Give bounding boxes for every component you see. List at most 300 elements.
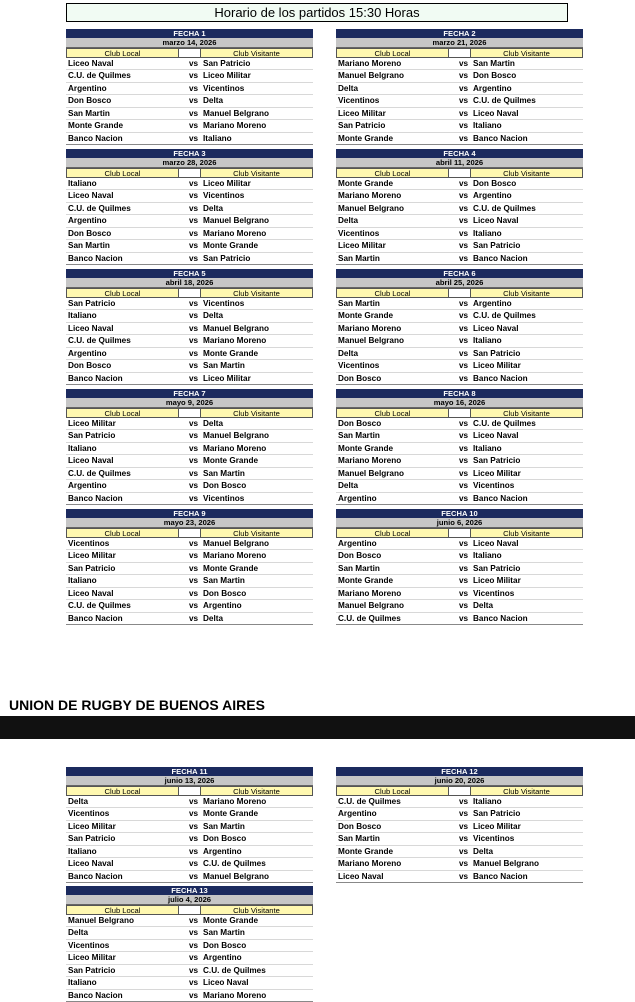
match-row bbox=[336, 228, 583, 240]
column-header-gap bbox=[179, 48, 200, 58]
away-team: Delta bbox=[473, 601, 494, 611]
match-row bbox=[336, 215, 583, 227]
away-team: Argentino bbox=[473, 83, 512, 93]
away-team: San Martin bbox=[203, 821, 245, 831]
home-team: Argentino bbox=[68, 348, 107, 358]
home-team: C.U. de Quilmes bbox=[338, 797, 401, 806]
match-row bbox=[336, 796, 583, 808]
away-team: Manuel Belgrano bbox=[203, 431, 269, 441]
home-team: Banco Nacion bbox=[68, 493, 123, 503]
away-team: Mariano Moreno bbox=[203, 228, 267, 238]
vs-label: vs bbox=[188, 928, 199, 938]
away-team: Don Bosco bbox=[473, 71, 517, 81]
column-header-visitante: Club Visitante bbox=[470, 168, 583, 178]
home-team: San Patricio bbox=[68, 563, 116, 573]
fecha-block bbox=[336, 509, 583, 625]
match-row bbox=[336, 821, 583, 833]
column-header-gap bbox=[449, 528, 470, 538]
away-team: San Patricio bbox=[203, 253, 251, 263]
vs-label: vs bbox=[188, 916, 199, 925]
match-row bbox=[66, 228, 313, 240]
home-team: Monte Grande bbox=[338, 443, 394, 453]
column-header-visitante: Club Visitante bbox=[470, 48, 583, 58]
away-team: Manuel Belgrano bbox=[203, 216, 269, 226]
home-team: Vicentinos bbox=[68, 940, 110, 950]
vs-label: vs bbox=[188, 468, 199, 478]
column-header-gap bbox=[179, 408, 200, 418]
column-header-gap bbox=[449, 408, 470, 418]
fecha-date: mayo 23, 2026 bbox=[66, 518, 313, 528]
home-team: Monte Grande bbox=[68, 121, 124, 131]
home-team: Mariano Moreno bbox=[338, 588, 402, 598]
fecha-label: FECHA 8 bbox=[336, 389, 583, 398]
home-team: Don Bosco bbox=[338, 373, 382, 383]
vs-label: vs bbox=[458, 59, 469, 68]
home-team: Liceo Naval bbox=[338, 871, 384, 881]
away-team: San Martin bbox=[203, 468, 245, 478]
match-row bbox=[66, 915, 313, 927]
away-team: Delta bbox=[473, 846, 494, 856]
match-row bbox=[66, 203, 313, 215]
fecha-date: abril 18, 2026 bbox=[66, 278, 313, 288]
away-team: Liceo Naval bbox=[473, 108, 519, 118]
home-team: San Patricio bbox=[338, 121, 386, 131]
away-team: Mariano Moreno bbox=[203, 336, 267, 346]
fecha-block bbox=[66, 767, 313, 883]
away-team: San Martin bbox=[203, 928, 245, 938]
away-team: Liceo Militar bbox=[473, 821, 521, 831]
vs-label: vs bbox=[458, 373, 469, 383]
fecha-block bbox=[66, 886, 313, 1002]
away-team: Mariano Moreno bbox=[203, 990, 267, 1000]
match-row bbox=[66, 575, 313, 587]
vs-label: vs bbox=[188, 809, 199, 819]
match-row bbox=[336, 253, 583, 265]
away-team: Vicentinos bbox=[473, 834, 515, 844]
away-team: San Martin bbox=[203, 361, 245, 371]
home-team: Mariano Moreno bbox=[338, 59, 402, 68]
column-header-row bbox=[336, 408, 583, 418]
away-team: Mariano Moreno bbox=[203, 443, 267, 453]
column-header-visitante: Club Visitante bbox=[470, 288, 583, 298]
away-team: Manuel Belgrano bbox=[203, 323, 269, 333]
fecha-label: FECHA 5 bbox=[66, 269, 313, 278]
home-team: San Martin bbox=[338, 299, 380, 308]
away-team: Vicentinos bbox=[473, 588, 515, 598]
vs-label: vs bbox=[458, 323, 469, 333]
away-team: Argentino bbox=[473, 299, 512, 308]
match-row bbox=[336, 70, 583, 82]
fecha-label: FECHA 13 bbox=[66, 886, 313, 895]
vs-label: vs bbox=[458, 216, 469, 226]
home-team: San Patricio bbox=[68, 431, 116, 441]
away-team: Monte Grande bbox=[203, 809, 259, 819]
match-row bbox=[336, 83, 583, 95]
vs-label: vs bbox=[458, 551, 469, 561]
away-team: Italiano bbox=[203, 133, 232, 143]
away-team: C.U. de Quilmes bbox=[203, 965, 266, 975]
away-team: Banco Nacion bbox=[473, 253, 528, 263]
home-team: C.U. de Quilmes bbox=[68, 203, 131, 213]
home-team: Banco Nacion bbox=[68, 133, 123, 143]
match-row bbox=[66, 430, 313, 442]
fecha-date: marzo 28, 2026 bbox=[66, 158, 313, 168]
home-team: San Martin bbox=[68, 108, 110, 118]
away-team: Monte Grande bbox=[203, 348, 259, 358]
column-header-visitante: Club Visitante bbox=[200, 168, 313, 178]
home-team: Liceo Naval bbox=[68, 859, 114, 869]
fecha-date: abril 11, 2026 bbox=[336, 158, 583, 168]
column-header-gap bbox=[179, 528, 200, 538]
match-row bbox=[336, 120, 583, 132]
match-row bbox=[336, 430, 583, 442]
column-header-visitante: Club Visitante bbox=[470, 408, 583, 418]
away-team: San Patricio bbox=[473, 241, 521, 251]
away-team: Don Bosco bbox=[473, 179, 517, 188]
fecha-label: FECHA 1 bbox=[66, 29, 313, 38]
fecha-block bbox=[336, 389, 583, 505]
fecha-label: FECHA 7 bbox=[66, 389, 313, 398]
fecha-label: FECHA 2 bbox=[336, 29, 583, 38]
column-header-gap bbox=[449, 288, 470, 298]
vs-label: vs bbox=[188, 551, 199, 561]
away-team: Monte Grande bbox=[203, 916, 259, 925]
match-row bbox=[66, 455, 313, 467]
fecha-date: marzo 21, 2026 bbox=[336, 38, 583, 48]
match-row bbox=[336, 468, 583, 480]
away-team: Vicentinos bbox=[203, 191, 245, 201]
vs-label: vs bbox=[188, 228, 199, 238]
home-team: Banco Nacion bbox=[68, 373, 123, 383]
home-team: Argentino bbox=[338, 809, 377, 819]
home-team: C.U. de Quilmes bbox=[68, 336, 131, 346]
match-row bbox=[336, 240, 583, 252]
column-header-visitante: Club Visitante bbox=[200, 48, 313, 58]
match-row bbox=[66, 952, 313, 964]
away-team: San Patricio bbox=[473, 348, 521, 358]
column-header-row bbox=[66, 288, 313, 298]
home-team: Liceo Militar bbox=[338, 241, 386, 251]
column-header-visitante: Club Visitante bbox=[200, 786, 313, 796]
match-row bbox=[66, 846, 313, 858]
fecha-label: FECHA 4 bbox=[336, 149, 583, 158]
away-team: Argentino bbox=[203, 846, 242, 856]
vs-label: vs bbox=[188, 348, 199, 358]
match-row bbox=[336, 493, 583, 505]
home-team: Don Bosco bbox=[68, 361, 112, 371]
vs-label: vs bbox=[188, 203, 199, 213]
home-team: C.U. de Quilmes bbox=[68, 71, 131, 81]
fecha-block bbox=[336, 767, 583, 883]
home-team: Don Bosco bbox=[338, 551, 382, 561]
match-row bbox=[336, 550, 583, 562]
match-row bbox=[66, 550, 313, 562]
match-row bbox=[336, 360, 583, 372]
match-row bbox=[66, 240, 313, 252]
match-row bbox=[336, 858, 583, 870]
match-row bbox=[336, 443, 583, 455]
fecha-block bbox=[336, 269, 583, 385]
match-row bbox=[66, 821, 313, 833]
away-team: Italiano bbox=[473, 797, 502, 806]
away-team: Banco Nacion bbox=[473, 613, 528, 623]
vs-label: vs bbox=[188, 588, 199, 598]
match-row bbox=[66, 298, 313, 310]
column-header-local: Club Local bbox=[336, 288, 449, 298]
home-team: Liceo Naval bbox=[68, 191, 114, 201]
fecha-date: abril 25, 2026 bbox=[336, 278, 583, 288]
vs-label: vs bbox=[458, 299, 469, 308]
home-team: Mariano Moreno bbox=[338, 191, 402, 201]
column-header-visitante: Club Visitante bbox=[470, 528, 583, 538]
match-row bbox=[336, 833, 583, 845]
match-row bbox=[336, 418, 583, 430]
home-team: San Martin bbox=[68, 241, 110, 251]
away-team: Liceo Naval bbox=[473, 431, 519, 441]
home-team: Mariano Moreno bbox=[338, 456, 402, 466]
home-team: Argentino bbox=[68, 216, 107, 226]
vs-label: vs bbox=[188, 71, 199, 81]
home-team: Monte Grande bbox=[338, 846, 394, 856]
home-team: Don Bosco bbox=[338, 821, 382, 831]
match-row bbox=[66, 310, 313, 322]
vs-label: vs bbox=[188, 859, 199, 869]
match-row bbox=[336, 373, 583, 385]
home-team: Banco Nacion bbox=[68, 613, 123, 623]
away-team: Delta bbox=[203, 613, 224, 623]
match-row bbox=[66, 990, 313, 1002]
match-row bbox=[336, 871, 583, 883]
away-team: Liceo Militar bbox=[203, 71, 251, 81]
match-row bbox=[66, 493, 313, 505]
vs-label: vs bbox=[188, 871, 199, 881]
home-team: Italiano bbox=[68, 846, 97, 856]
fecha-date: julio 4, 2026 bbox=[66, 895, 313, 905]
away-team: Italiano bbox=[473, 336, 502, 346]
home-team: Italiano bbox=[68, 311, 97, 321]
away-team: Mariano Moreno bbox=[203, 551, 267, 561]
away-team: Mariano Moreno bbox=[203, 797, 267, 806]
match-row bbox=[336, 133, 583, 145]
match-row bbox=[66, 927, 313, 939]
vs-label: vs bbox=[458, 588, 469, 598]
column-header-gap bbox=[179, 905, 200, 915]
home-team: San Martin bbox=[338, 563, 380, 573]
home-team: Manuel Belgrano bbox=[68, 916, 134, 925]
away-team: Delta bbox=[203, 419, 224, 428]
home-team: Argentino bbox=[338, 493, 377, 503]
vs-label: vs bbox=[458, 846, 469, 856]
match-row bbox=[66, 70, 313, 82]
column-header-local: Club Local bbox=[66, 408, 179, 418]
column-header-row bbox=[66, 905, 313, 915]
match-row bbox=[66, 977, 313, 989]
vs-label: vs bbox=[188, 179, 199, 188]
away-team: Italiano bbox=[473, 551, 502, 561]
union-title: UNION DE RUGBY DE BUENOS AIRES bbox=[9, 697, 265, 713]
column-header-row bbox=[336, 168, 583, 178]
away-team: San Patricio bbox=[203, 59, 251, 68]
away-team: Argentino bbox=[203, 601, 242, 611]
match-row bbox=[336, 613, 583, 625]
match-row bbox=[66, 95, 313, 107]
match-row bbox=[66, 58, 313, 70]
column-header-visitante: Club Visitante bbox=[200, 288, 313, 298]
fecha-label: FECHA 12 bbox=[336, 767, 583, 776]
vs-label: vs bbox=[188, 361, 199, 371]
match-row bbox=[336, 310, 583, 322]
match-row bbox=[336, 808, 583, 820]
home-team: Delta bbox=[338, 216, 359, 226]
away-team: Mariano Moreno bbox=[203, 121, 267, 131]
vs-label: vs bbox=[188, 613, 199, 623]
match-row bbox=[336, 298, 583, 310]
vs-label: vs bbox=[458, 348, 469, 358]
header-band bbox=[0, 716, 635, 739]
match-row bbox=[336, 480, 583, 492]
away-team: Vicentinos bbox=[203, 83, 245, 93]
match-row bbox=[336, 588, 583, 600]
vs-label: vs bbox=[188, 323, 199, 333]
vs-label: vs bbox=[188, 121, 199, 131]
match-row bbox=[66, 871, 313, 883]
away-team: Banco Nacion bbox=[473, 373, 528, 383]
fecha-block bbox=[66, 149, 313, 265]
vs-label: vs bbox=[458, 493, 469, 503]
match-row bbox=[66, 348, 313, 360]
match-row bbox=[66, 468, 313, 480]
vs-label: vs bbox=[188, 797, 199, 806]
match-row bbox=[336, 190, 583, 202]
match-row bbox=[66, 443, 313, 455]
vs-label: vs bbox=[458, 443, 469, 453]
vs-label: vs bbox=[188, 59, 199, 68]
away-team: Delta bbox=[203, 311, 224, 321]
match-row bbox=[336, 203, 583, 215]
home-team: Don Bosco bbox=[68, 96, 112, 106]
home-team: Don Bosco bbox=[338, 419, 382, 428]
vs-label: vs bbox=[458, 613, 469, 623]
away-team: Monte Grande bbox=[203, 456, 259, 466]
column-header-local: Club Local bbox=[336, 168, 449, 178]
away-team: Monte Grande bbox=[203, 563, 259, 573]
away-team: Don Bosco bbox=[203, 481, 247, 491]
column-header-row bbox=[336, 288, 583, 298]
vs-label: vs bbox=[458, 539, 469, 548]
away-team: Vicentinos bbox=[473, 481, 515, 491]
vs-label: vs bbox=[188, 953, 199, 963]
away-team: C.U. de Quilmes bbox=[473, 203, 536, 213]
column-header-row bbox=[336, 528, 583, 538]
column-header-visitante: Club Visitante bbox=[200, 905, 313, 915]
match-row bbox=[66, 108, 313, 120]
match-row bbox=[66, 833, 313, 845]
match-row bbox=[336, 455, 583, 467]
match-row bbox=[66, 323, 313, 335]
vs-label: vs bbox=[458, 253, 469, 263]
match-row bbox=[66, 335, 313, 347]
away-team: Liceo Militar bbox=[473, 576, 521, 586]
home-team: Argentino bbox=[68, 481, 107, 491]
vs-label: vs bbox=[458, 576, 469, 586]
home-team: Delta bbox=[68, 797, 89, 806]
vs-label: vs bbox=[458, 96, 469, 106]
away-team: Liceo Militar bbox=[473, 468, 521, 478]
vs-label: vs bbox=[458, 179, 469, 188]
vs-label: vs bbox=[188, 431, 199, 441]
away-team: Delta bbox=[203, 203, 224, 213]
home-team: Vicentinos bbox=[68, 809, 110, 819]
vs-label: vs bbox=[188, 563, 199, 573]
home-team: Liceo Militar bbox=[68, 419, 116, 428]
home-team: Liceo Naval bbox=[68, 59, 114, 68]
match-row bbox=[336, 108, 583, 120]
home-team: Italiano bbox=[68, 443, 97, 453]
fecha-date: junio 13, 2026 bbox=[66, 776, 313, 786]
away-team: Argentino bbox=[473, 191, 512, 201]
fecha-date: mayo 9, 2026 bbox=[66, 398, 313, 408]
column-header-local: Club Local bbox=[336, 408, 449, 418]
column-header-row bbox=[336, 48, 583, 58]
away-team: Banco Nacion bbox=[473, 133, 528, 143]
vs-label: vs bbox=[458, 797, 469, 806]
home-team: Vicentinos bbox=[68, 539, 110, 548]
fecha-block bbox=[336, 29, 583, 145]
match-row bbox=[66, 360, 313, 372]
home-team: Italiano bbox=[68, 978, 97, 988]
match-row bbox=[336, 323, 583, 335]
away-team: C.U. de Quilmes bbox=[473, 419, 536, 428]
match-row bbox=[66, 190, 313, 202]
vs-label: vs bbox=[458, 311, 469, 321]
away-team: Italiano bbox=[473, 443, 502, 453]
match-row bbox=[66, 940, 313, 952]
away-team: San Martin bbox=[203, 576, 245, 586]
match-row bbox=[66, 83, 313, 95]
vs-label: vs bbox=[188, 133, 199, 143]
fecha-label: FECHA 9 bbox=[66, 509, 313, 518]
away-team: San Martin bbox=[473, 59, 515, 68]
away-team: C.U. de Quilmes bbox=[473, 311, 536, 321]
match-row bbox=[66, 418, 313, 430]
match-row bbox=[66, 178, 313, 190]
home-team: Vicentinos bbox=[338, 361, 380, 371]
column-header-visitante: Club Visitante bbox=[200, 528, 313, 538]
vs-label: vs bbox=[458, 71, 469, 81]
home-team: Argentino bbox=[68, 83, 107, 93]
vs-label: vs bbox=[458, 241, 469, 251]
away-team: C.U. de Quilmes bbox=[203, 859, 266, 869]
home-team: Delta bbox=[68, 928, 89, 938]
home-team: Liceo Militar bbox=[68, 821, 116, 831]
match-row bbox=[66, 373, 313, 385]
home-team: C.U. de Quilmes bbox=[68, 468, 131, 478]
vs-label: vs bbox=[188, 576, 199, 586]
vs-label: vs bbox=[458, 83, 469, 93]
column-header-gap bbox=[179, 168, 200, 178]
match-row bbox=[66, 133, 313, 145]
home-team: San Patricio bbox=[68, 965, 116, 975]
home-team: Monte Grande bbox=[338, 133, 394, 143]
away-team: Italiano bbox=[473, 121, 502, 131]
match-row bbox=[66, 120, 313, 132]
match-row bbox=[66, 613, 313, 625]
column-header-gap bbox=[179, 288, 200, 298]
away-team: Liceo Militar bbox=[203, 373, 251, 383]
column-header-local: Club Local bbox=[66, 48, 179, 58]
home-team: Liceo Militar bbox=[338, 108, 386, 118]
home-team: Mariano Moreno bbox=[338, 323, 402, 333]
